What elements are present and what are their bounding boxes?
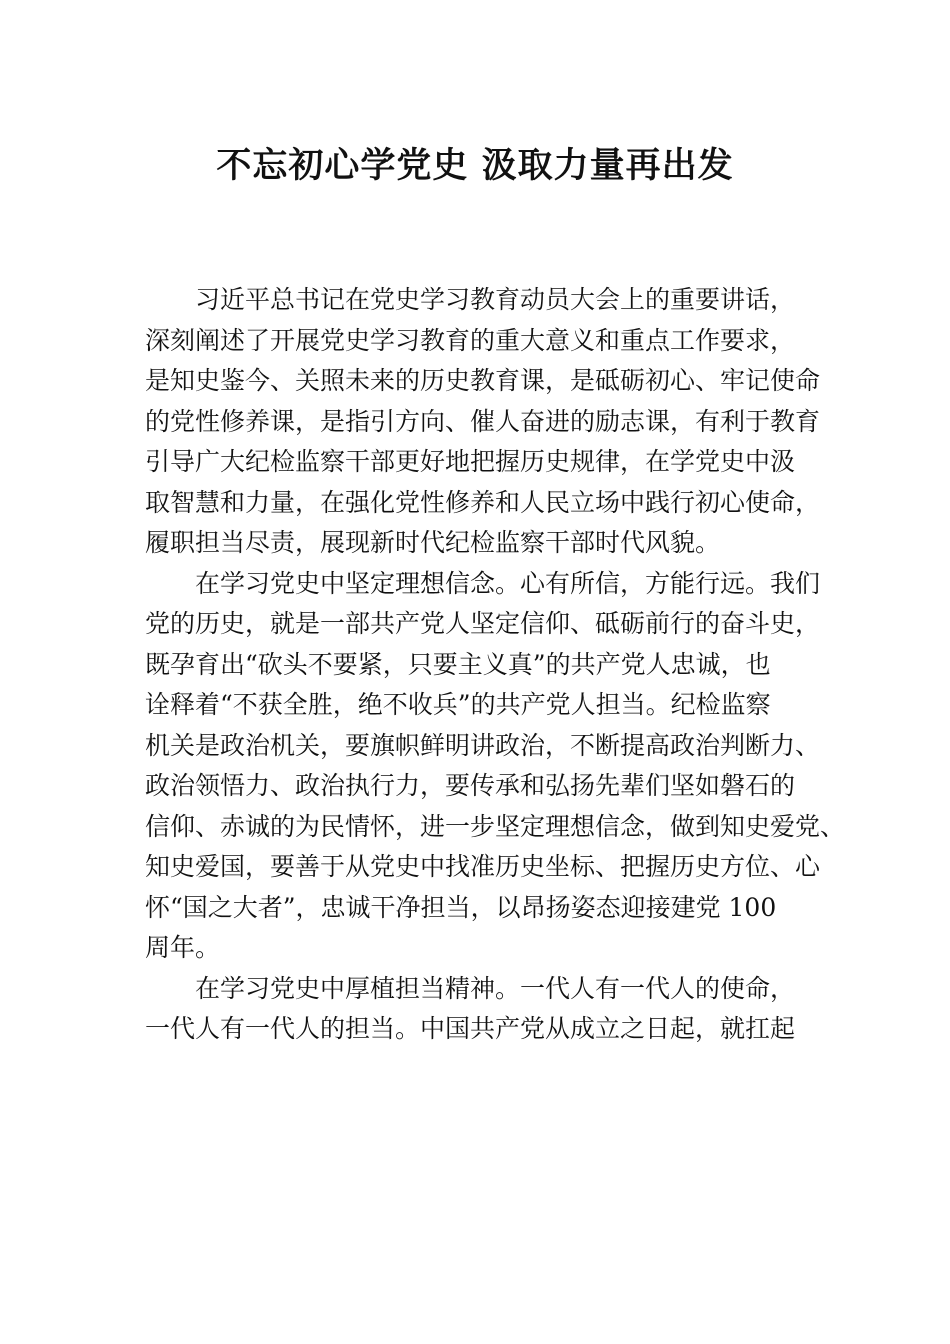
paragraph-line: 政治领悟力、政治执行力，要传承和弘扬先辈们坚如磐石的 xyxy=(145,771,796,800)
paragraph-line: 怀“国之大者”，忠诚干净担当，以昂扬姿态迎接建党 100 xyxy=(145,892,777,922)
paragraph-line: 履职担当尽责，展现新时代纪检监察干部时代风貌。 xyxy=(145,528,721,557)
paragraph-line: 在学习党史中厚植担当精神。一代人有一代人的使命， xyxy=(195,973,796,1003)
paragraph-line: 知史爱国，要善于从党史中找准历史坐标、把握历史方位、心 xyxy=(145,852,821,881)
document-title: 不忘初心学党史 汲取力量再出发 xyxy=(216,145,734,186)
paragraph-line: 的党性修养课，是指引方向、催人奋进的励志课，有利于教育 xyxy=(145,406,821,436)
paragraph-line: 在学习党史中坚定理想信念。心有所信，方能行远。我们 xyxy=(195,568,821,598)
paragraph-line: 信仰、赤诚的为民情怀，进一步坚定理想信念，做到知史爱党、 xyxy=(145,811,846,841)
document-body xyxy=(145,280,846,1050)
paragraph-line: 一代人有一代人的担当。中国共产党从成立之日起，就扛起 xyxy=(145,1014,796,1043)
paragraph-3 xyxy=(145,969,815,1050)
paragraph-line: 党的历史，就是一部共产党人坚定信仰、砥砺前行的奋斗史， xyxy=(145,609,821,638)
paragraph-line: 习近平总书记在党史学习教育动员大会上的重要讲话， xyxy=(195,285,796,314)
paragraph-line: 周年。 xyxy=(145,933,221,962)
paragraph-2 xyxy=(145,564,846,969)
paragraph-line: 既孕育出“砍头不要紧，只要主义真”的共产党人忠诚，也 xyxy=(145,649,771,679)
paragraph-line: 机关是政治机关，要旗帜鲜明讲政治，不断提高政治判断力、 xyxy=(145,730,821,760)
paragraph-line: 引导广大纪检监察干部更好地把握历史规律，在学党史中汲 xyxy=(145,447,796,476)
paragraph-line: 深刻阐述了开展党史学习教育的重大意义和重点工作要求， xyxy=(145,325,796,355)
paragraph-1 xyxy=(145,280,821,564)
paragraph-line: 诠释着“不获全胜，绝不收兵”的共产党人担当。纪检监察 xyxy=(145,690,771,719)
paragraph-line: 取智慧和力量，在强化党性修养和人民立场中践行初心使命， xyxy=(145,487,821,517)
paragraph-line: 是知史鉴今、关照未来的历史教育课，是砥砺初心、牢记使命 xyxy=(145,366,821,395)
